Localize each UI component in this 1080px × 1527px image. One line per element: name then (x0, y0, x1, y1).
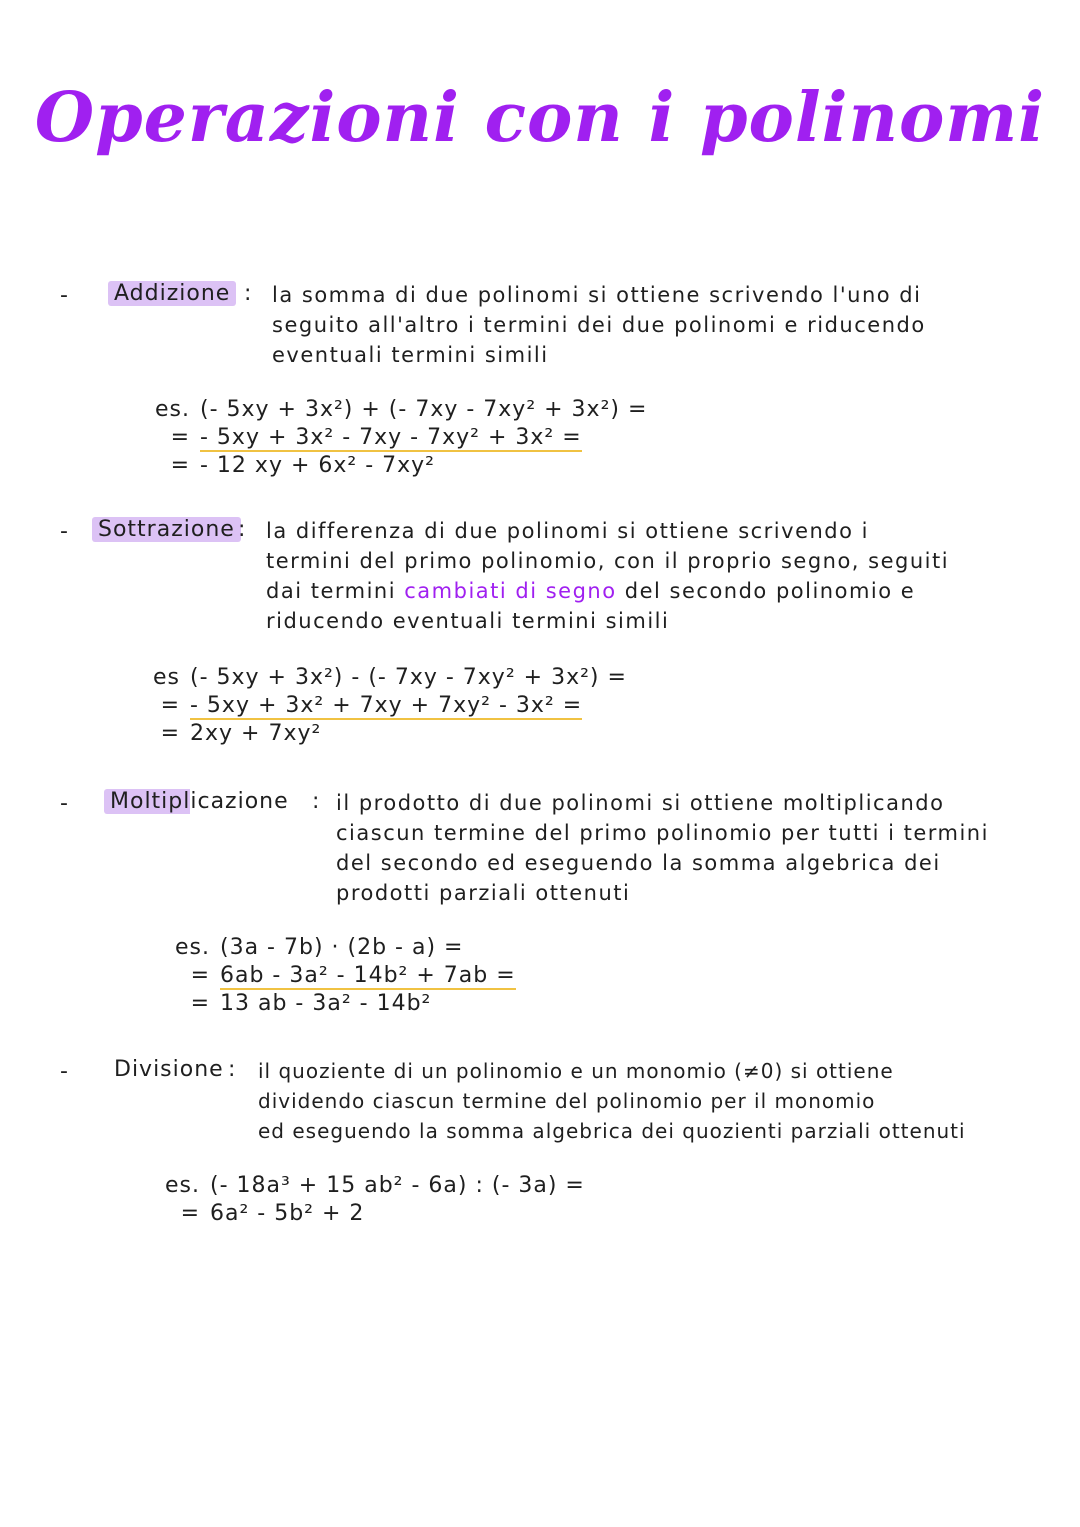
section-label: Divisione (114, 1057, 224, 1082)
example-block (150, 396, 647, 480)
label-colon: : (244, 281, 252, 306)
section-label: Moltiplicazione (104, 789, 295, 814)
definition-line: la somma di due polinomi si ottiene scrivendo l'uno di (272, 283, 922, 307)
definition-fragment: dai termini (266, 579, 397, 603)
definition-line: prodotti parziali ottenuti (336, 881, 631, 905)
example-result: - 12 xy + 6x² - 7xy² (200, 453, 435, 478)
definition-line: termini del primo polinomio, con il proprio segno, seguiti (266, 549, 950, 573)
definition-line (266, 576, 949, 606)
equals-sign: = (190, 991, 210, 1016)
definition-line: ed eseguendo la somma algebrica dei quozienti parziali ottenuti (258, 1119, 966, 1143)
label-colon: : (312, 789, 320, 814)
example-prefix: es (153, 665, 180, 690)
example-expression: (3a - 7b) · (2b - a) = (220, 935, 464, 960)
definition-line: il quoziente di un polinomio e un monomio (≠0) si ottiene (258, 1059, 894, 1083)
example-expression: (- 5xy + 3x²) + (- 7xy - 7xy² + 3x²) = (200, 397, 648, 422)
definition-line: dividendo ciascun termine del polinomio per il monomio (258, 1089, 876, 1113)
definition-text (266, 516, 949, 636)
definition-line: riducendo eventuali termini simili (266, 609, 670, 633)
example-line (140, 692, 627, 720)
equals-sign: = (160, 693, 180, 718)
example-line (170, 934, 516, 962)
definition-line: la differenza di due polinomi si ottiene scrivendo i (266, 519, 869, 543)
bullet-dash: - (60, 791, 68, 816)
example-line (170, 962, 516, 990)
bullet-dash: - (60, 283, 68, 308)
example-block (170, 934, 516, 1018)
example-result: 2xy + 7xy² (190, 721, 322, 746)
example-result: 13 ab - 3a² - 14b² (220, 991, 432, 1016)
definition-text (336, 788, 989, 908)
definition-text (258, 1056, 966, 1146)
equals-sign: = (170, 453, 190, 478)
highlighted-phrase: cambiati di segno (404, 579, 617, 603)
definition-line: seguito all'altro i termini dei due polinomi e riducendo (272, 313, 926, 337)
example-line (140, 664, 627, 692)
example-expression: (- 18a³ + 15 ab² - 6a) : (- 3a) = (210, 1173, 585, 1198)
definition-line: del secondo ed eseguendo la somma algebrica dei (336, 851, 941, 875)
example-result: 6a² - 5b² + 2 (210, 1201, 365, 1226)
definition-fragment: del secondo polinomio e (624, 579, 916, 603)
example-expression: - 5xy + 3x² + 7xy + 7xy² - 3x² = (190, 693, 583, 718)
definition-line: eventuali termini simili (272, 343, 549, 367)
example-line (150, 452, 647, 480)
example-prefix: es. (175, 935, 210, 960)
section-label: Sottrazione (92, 517, 241, 542)
equals-sign: = (180, 1201, 200, 1226)
example-line (160, 1172, 585, 1200)
example-expression: 6ab - 3a² - 14b² + 7ab = (220, 963, 516, 988)
label-colon: : (228, 1057, 236, 1082)
example-line (170, 990, 516, 1018)
example-line (150, 424, 647, 452)
definition-text (272, 280, 926, 370)
page-title: Operazioni con i polinomi (34, 78, 1046, 158)
example-expression: - 5xy + 3x² - 7xy - 7xy² + 3x² = (200, 425, 582, 450)
definition-line: ciascun termine del primo polinomio per tutti i termini (336, 821, 989, 845)
example-block (140, 664, 627, 748)
example-prefix: es. (155, 397, 190, 422)
bullet-dash: - (60, 1059, 68, 1084)
equals-sign: = (160, 721, 180, 746)
example-line (160, 1200, 585, 1228)
equals-sign: = (170, 425, 190, 450)
example-line (140, 720, 627, 748)
example-prefix: es. (165, 1173, 200, 1198)
example-line (150, 396, 647, 424)
section-label: Addizione (108, 281, 236, 306)
example-block (160, 1172, 585, 1228)
equals-sign: = (190, 963, 210, 988)
bullet-dash: - (60, 519, 68, 544)
label-colon: : (238, 517, 246, 542)
example-expression: (- 5xy + 3x²) - (- 7xy - 7xy² + 3x²) = (190, 665, 627, 690)
definition-line: il prodotto di due polinomi si ottiene moltiplicando (336, 791, 945, 815)
